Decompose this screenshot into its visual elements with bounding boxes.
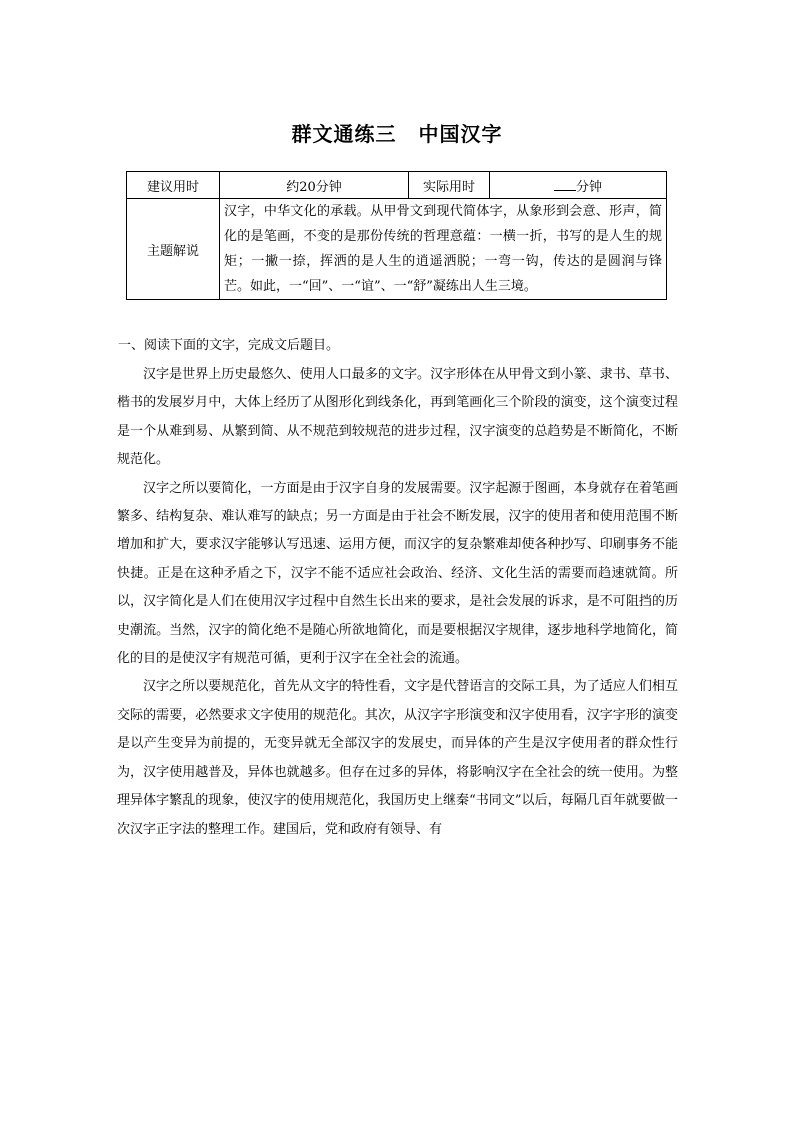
actual-time-label: 实际用时: [409, 172, 490, 199]
paragraph-1: 汉字是世界上历史最悠久、使用人口最多的文字。汉字形体在从甲骨文到小篆、隶书、草书、楷书的发展岁月中，大体上经历了从图形化到线条化，再到笔画化三个阶段的演变，这个演变过程是一个从难到易、从繁到简、从不规范到较规范的进步过程，汉字演变的总趋势是不断简化，不断规范化。: [117, 367, 678, 468]
suggested-time-label: 建议用时: [127, 172, 220, 199]
page-title: [0, 120, 794, 148]
info-table: [126, 171, 667, 300]
topic-row: [127, 199, 667, 300]
actual-time-blank[interactable]: [554, 178, 576, 191]
time-row: [127, 172, 667, 199]
actual-time-suffix: 分钟: [575, 179, 602, 195]
paragraph-2: 汉字之所以要简化，一方面是由于汉字自身的发展需要。汉字起源于图画，本身就存在着笔画繁多、结构复杂、难认难写的缺点；另一方面是由于社会不断发展，汉字的使用者和使用范围不断增加和扩大，要求汉字能够认写迅速、运用方便，而汉字的复杂繁难却使各种抄写、印刷事务不能快捷。正是在这种矛盾之下，汉字不能不适应社会政治、经济、文化生活的需要而趋速就简。所以，汉字简化是人们在使用汉字过程中自然生长出来的要求，是社会发展的诉求，是不可阻挡的历史潮流。当然，汉字的简化绝不是随心所欲地简化，而是要根据汉字规律，逐步地科学地简化，简化的目的是使汉字有规范可循，更利于汉字在全社会的流通。: [117, 480, 678, 667]
title-part-2: 中国汉字: [418, 122, 503, 146]
article-body: [117, 361, 678, 844]
title-part-1: 群文通练三: [291, 122, 397, 146]
suggested-time-value: 约20分钟: [220, 172, 409, 199]
section-heading: 一、阅读下面的文字，完成文后题目。: [118, 338, 340, 353]
actual-time-cell: [490, 172, 667, 199]
paragraph-3: 汉字之所以要规范化，首先从文字的特性看，文字是代替语言的交际工具，为了适应人们相互交际的需要，必然要求文字使用的规范化。其次，从汉字字形演变和汉字使用看，汉字字形的演变是以产生变异为前提的，无变异就无全部汉字的发展史，而异体的产生是汉字使用者的群众性行为，汉字使用越普及，异体也就越多。但存在过多的异体，将影响汉字在全社会的统一使用。为整理异体字繁乱的现象，使汉字的使用规范化，我国历史上继秦“书同文”以后，每隔几百年就要做一次汉字正字法的整理工作。建国后，党和政府有领导、有: [117, 679, 678, 837]
topic-text: 汉字，中华文化的承载。从甲骨文到现代简体字，从象形到会意、形声，简化的是笔画，不变的是那份传统的哲理意蕴：一横一折，书写的是人生的规矩；一撇一捺，挥洒的是人生的逍遥洒脱；一弯一钩，传达的是圆润与锋芒。如此，一“回”、一“谊”、一“舒”凝练出人生三境。: [220, 199, 667, 300]
topic-label: 主题解说: [127, 199, 220, 300]
